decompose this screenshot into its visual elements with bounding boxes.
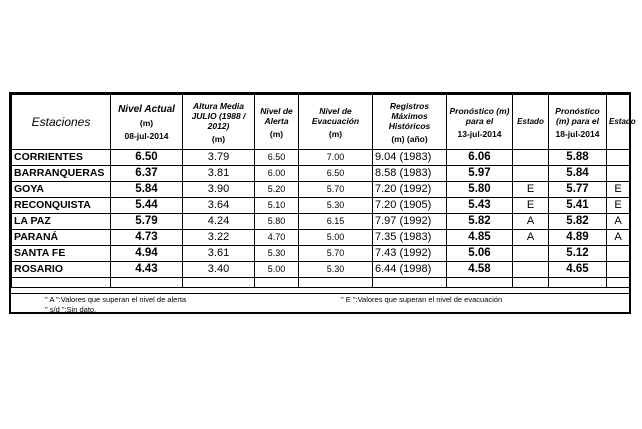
header-nivel-actual-label: Nivel Actual [118,103,175,115]
cell-estacion: GOYA [12,182,111,198]
cell-nivel-evacuacion: 7.00 [299,150,373,166]
cell-pronostico-1: 5.82 [447,214,513,230]
cell-registro: 7.20 (1905) [373,198,447,214]
cell-registro: 6.44 (1998) [373,262,447,278]
table-blank-row [12,278,630,288]
cell-nivel-alerta: 6.00 [255,166,299,182]
header-pronostico-1 [447,95,513,150]
header-nivel-evacuacion-label: Nivel de Evacuación [311,105,360,126]
table-row [12,214,630,230]
header-pronostico-1-date: 13-jul-2014 [457,128,502,139]
cell-altura-media: 3.40 [183,262,255,278]
cell-nivel-alerta: 5.30 [255,246,299,262]
header-nivel-actual [111,95,183,150]
table-row [12,150,630,166]
header-pronostico-2-label: Pronóstico (m) para el [555,105,600,126]
cell-estado-2 [607,150,630,166]
table-row [12,182,630,198]
table-row [12,198,630,214]
header-registros [373,95,447,150]
header-nivel-actual-date: 08-jul-2014 [124,130,169,141]
cell-estacion: RECONQUISTA [12,198,111,214]
header-nivel-evacuacion-unit: (m) [328,128,343,139]
cell-registro: 7.43 (1992) [373,246,447,262]
cell-pronostico-1: 5.43 [447,198,513,214]
cell-altura-media: 3.61 [183,246,255,262]
cell-estado-2: A [607,214,630,230]
cell-pronostico-2: 5.12 [549,246,607,262]
footnote-sin-dato: " s/d ":Sin dato. [45,305,97,314]
header-estaciones: Estaciones [12,95,111,150]
footnote-evacuacion: " E ":Valores que superan el nivel de evacuación [341,295,503,304]
cell-pronostico-1: 4.58 [447,262,513,278]
cell-estado-1 [513,246,549,262]
cell-altura-media: 3.90 [183,182,255,198]
cell-pronostico-2: 4.65 [549,262,607,278]
blank-cell [549,278,607,288]
cell-nivel-evacuacion: 5.70 [299,246,373,262]
cell-registro: 8.58 (1983) [373,166,447,182]
table-row [12,246,630,262]
cell-estado-2: E [607,182,630,198]
cell-estado-2 [607,262,630,278]
header-nivel-evacuacion [299,95,373,150]
cell-nivel-alerta: 5.20 [255,182,299,198]
cell-estado-2 [607,246,630,262]
cell-pronostico-1: 6.06 [447,150,513,166]
footnotes-divider [11,293,629,294]
cell-estado-1 [513,150,549,166]
header-registros-unit: (m) (año) [391,133,428,144]
cell-nivel-actual: 5.84 [111,182,183,198]
blank-cell [447,278,513,288]
river-levels-table [11,94,636,288]
header-pronostico-2 [549,95,607,150]
cell-pronostico-1: 5.06 [447,246,513,262]
blank-cell [12,278,111,288]
cell-altura-media: 3.64 [183,198,255,214]
hydrometric-table-frame [9,92,636,314]
blank-cell [255,278,299,288]
cell-nivel-alerta: 4.70 [255,230,299,246]
cell-nivel-evacuacion: 5.30 [299,262,373,278]
cell-altura-media: 4.24 [183,214,255,230]
cell-nivel-alerta: 5.10 [255,198,299,214]
cell-nivel-alerta: 6.50 [255,150,299,166]
blank-cell [607,278,630,288]
cell-nivel-actual: 5.79 [111,214,183,230]
cell-registro: 9.04 (1983) [373,150,447,166]
cell-nivel-alerta: 5.00 [255,262,299,278]
cell-nivel-actual: 5.44 [111,198,183,214]
header-altura-media-unit: (m) [211,133,226,144]
cell-nivel-actual: 6.50 [111,150,183,166]
cell-nivel-alerta: 5.80 [255,214,299,230]
cell-estado-1: E [513,182,549,198]
cell-estado-1: A [513,230,549,246]
table-row [12,166,630,182]
cell-pronostico-2: 5.77 [549,182,607,198]
cell-estado-2 [607,166,630,182]
footnote-alerta: " A ":Valores que superan el nivel de alerta [45,295,187,304]
cell-estacion: CORRIENTES [12,150,111,166]
cell-altura-media: 3.81 [183,166,255,182]
table-footnotes [11,293,629,313]
cell-pronostico-1: 5.80 [447,182,513,198]
table-row [12,230,630,246]
cell-estacion: SANTA FE [12,246,111,262]
cell-estacion: ROSARIO [12,262,111,278]
cell-pronostico-1: 4.85 [447,230,513,246]
cell-estado-1 [513,166,549,182]
cell-nivel-evacuacion: 6.50 [299,166,373,182]
table-header-row [12,95,630,150]
cell-nivel-evacuacion: 5.70 [299,182,373,198]
blank-cell [513,278,549,288]
cell-pronostico-2: 5.82 [549,214,607,230]
header-registros-label: Registros Máximos Históricos [388,100,431,131]
header-nivel-alerta [255,95,299,150]
cell-estado-2: A [607,230,630,246]
cell-pronostico-2: 4.89 [549,230,607,246]
cell-estado-1: E [513,198,549,214]
cell-estacion: BARRANQUERAS [12,166,111,182]
header-altura-media-label: Altura Media JULIO (1988 / 2012) [191,100,246,131]
cell-nivel-actual: 6.37 [111,166,183,182]
header-altura-media [183,95,255,150]
header-nivel-actual-unit: (m) [139,117,154,128]
cell-nivel-evacuacion: 6.15 [299,214,373,230]
cell-pronostico-2: 5.84 [549,166,607,182]
cell-nivel-evacuacion: 5.00 [299,230,373,246]
cell-estado-1: A [513,214,549,230]
cell-registro: 7.97 (1992) [373,214,447,230]
cell-pronostico-2: 5.41 [549,198,607,214]
cell-altura-media: 3.79 [183,150,255,166]
cell-nivel-actual: 4.43 [111,262,183,278]
header-pronostico-1-label: Pronóstico (m) para el [449,105,510,126]
cell-nivel-actual: 4.94 [111,246,183,262]
header-pronostico-2-date: 18-jul-2014 [555,128,600,139]
cell-estacion: PARANÁ [12,230,111,246]
cell-pronostico-2: 5.88 [549,150,607,166]
blank-cell [183,278,255,288]
table-row [12,262,630,278]
cell-estado-1 [513,262,549,278]
header-nivel-alerta-unit: (m) [269,128,284,139]
cell-estado-2: E [607,198,630,214]
blank-cell [111,278,183,288]
cell-estacion: LA PAZ [12,214,111,230]
cell-registro: 7.35 (1983) [373,230,447,246]
cell-pronostico-1: 5.97 [447,166,513,182]
cell-nivel-evacuacion: 5.30 [299,198,373,214]
blank-cell [299,278,373,288]
header-estado-2: Estado [607,95,630,150]
header-nivel-alerta-label: Nivel de Alerta [260,105,293,126]
cell-registro: 7.20 (1992) [373,182,447,198]
header-estado-1: Estado [513,95,549,150]
cell-nivel-actual: 4.73 [111,230,183,246]
blank-cell [373,278,447,288]
cell-altura-media: 3.22 [183,230,255,246]
